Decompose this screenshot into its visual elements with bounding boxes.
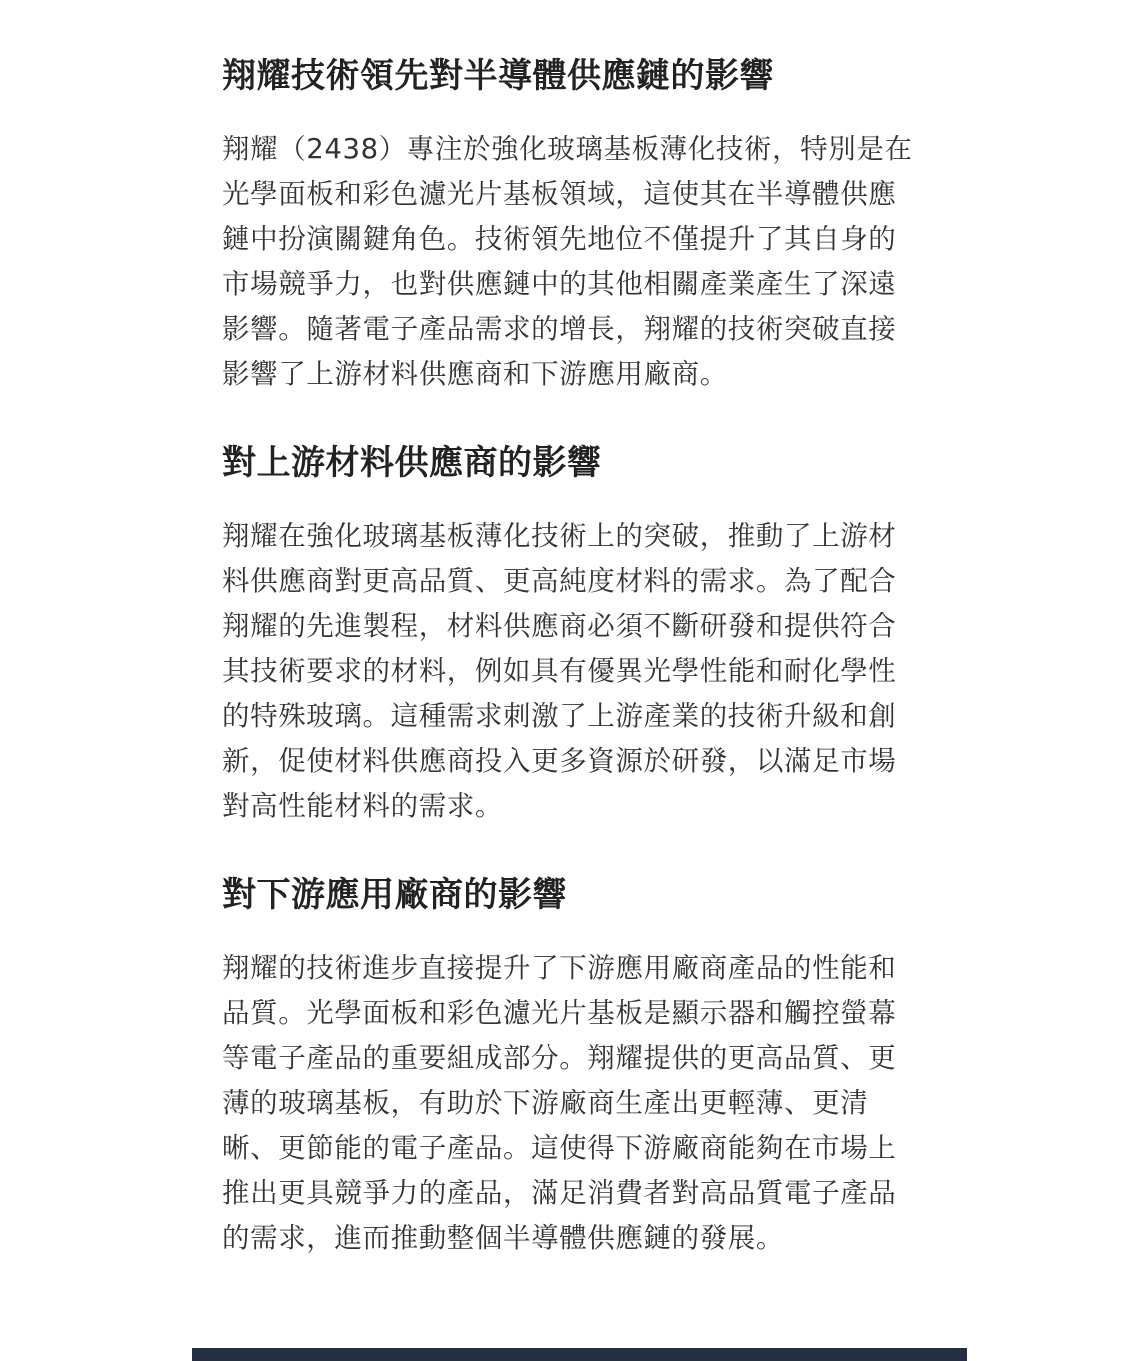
paragraph-line: 推出更具競爭力的產品，滿足消費者對高品質電子產品 bbox=[222, 1177, 897, 1209]
paragraph-line: 影響。隨著電子產品需求的增長，翔耀的技術突破直接 bbox=[222, 313, 897, 345]
paragraph-line: 品質。光學面板和彩色濾光片基板是顯示器和觸控螢幕 bbox=[222, 997, 897, 1029]
paragraph-line: 的需求，進而推動整個半導體供應鏈的發展。 bbox=[222, 1222, 784, 1254]
paragraph-line: 薄的玻璃基板，有助於下游廠商生產出更輕薄、更清 bbox=[222, 1087, 869, 1119]
paragraph-line: 料供應商對更高品質、更高純度材料的需求。為了配合 bbox=[222, 565, 897, 597]
paragraph-line: 新，促使材料供應商投入更多資源於研發，以滿足市場 bbox=[222, 745, 897, 777]
section-paragraph bbox=[222, 127, 922, 397]
paragraph-line: 翔耀（2438）專注於強化玻璃基板薄化技術，特別是在 bbox=[222, 133, 913, 165]
paragraph-line: 市場競爭力，也對供應鏈中的其他相關產業產生了深遠 bbox=[222, 268, 897, 300]
paragraph-line: 的特殊玻璃。這種需求刺激了上游產業的技術升級和創 bbox=[222, 700, 897, 732]
footer-bar bbox=[192, 1348, 967, 1361]
paragraph-line: 翔耀的先進製程，材料供應商必須不斷研發和提供符合 bbox=[222, 610, 897, 642]
paragraph-line: 光學面板和彩色濾光片基板領域，這使其在半導體供應 bbox=[222, 178, 897, 210]
paragraph-line: 鏈中扮演關鍵角色。技術領先地位不僅提升了其自身的 bbox=[222, 223, 897, 255]
paragraph-line: 影響了上游材料供應商和下游應用廠商。 bbox=[222, 358, 728, 390]
section-paragraph bbox=[222, 514, 922, 829]
paragraph-line: 翔耀的技術進步直接提升了下游應用廠商產品的性能和 bbox=[222, 952, 897, 984]
paragraph-line: 對高性能材料的需求。 bbox=[222, 790, 503, 822]
section-paragraph bbox=[222, 946, 922, 1261]
paragraph-line: 其技術要求的材料，例如具有優異光學性能和耐化學性 bbox=[222, 655, 897, 687]
section-title: 翔耀技術領先對半導體供應鏈的影響 bbox=[222, 56, 774, 96]
section-title: 對下游應用廠商的影響 bbox=[222, 875, 567, 915]
paragraph-line: 翔耀在強化玻璃基板薄化技術上的突破，推動了上游材 bbox=[222, 520, 897, 552]
section-title: 對上游材料供應商的影響 bbox=[222, 443, 602, 483]
paragraph-line: 晰、更節能的電子產品。這使得下游廠商能夠在市場上 bbox=[222, 1132, 897, 1164]
paragraph-line: 等電子產品的重要組成部分。翔耀提供的更高品質、更 bbox=[222, 1042, 897, 1074]
